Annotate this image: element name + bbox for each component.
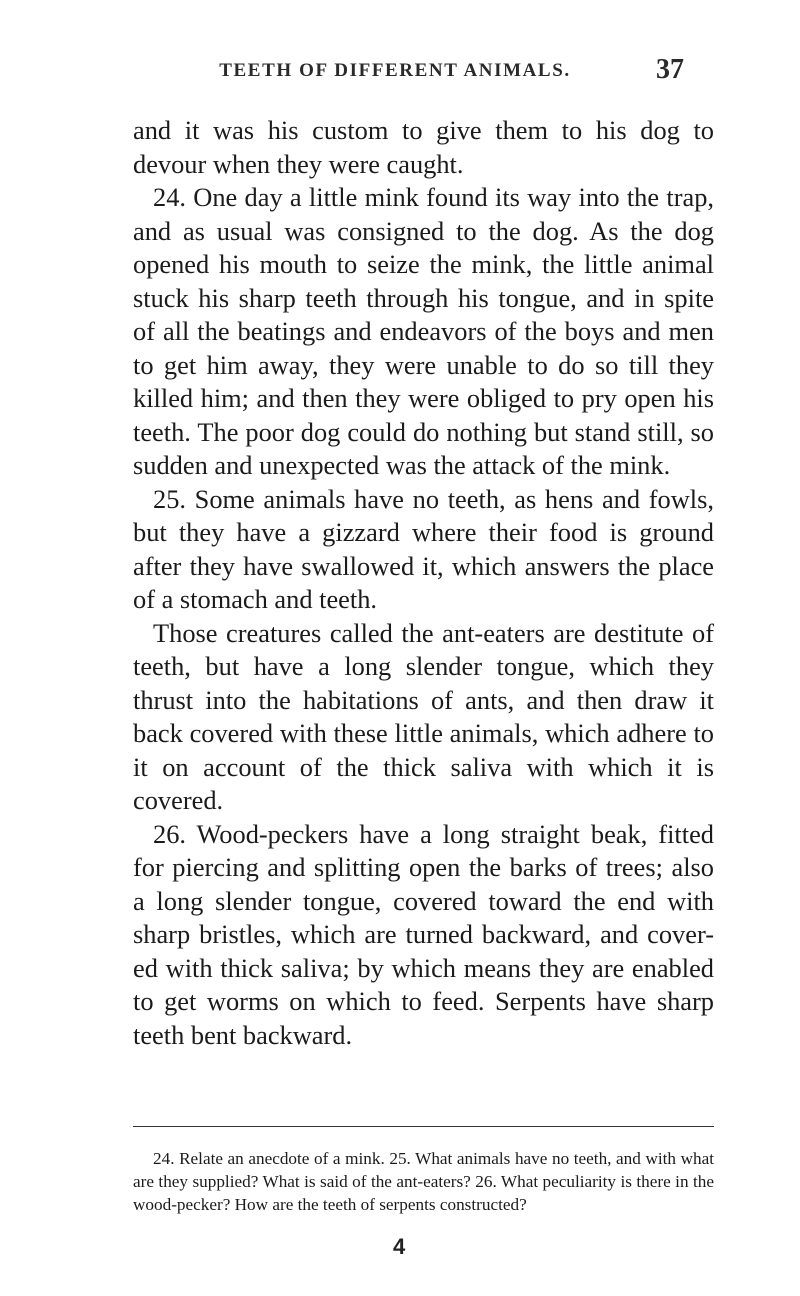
signature-mark: 4 xyxy=(393,1234,406,1259)
paragraph: 26. Wood-peckers have a long straight beak, fitted for piercing and splitting open the barks of trees; also a long slender tongue, covered toward the end with sharp bristles, which are turned backward, and cover-ed with thick saliva; by which means they are enabled to get worms on which to feed. Serpents have sharp teeth bent backward. xyxy=(133,818,714,1050)
body-text xyxy=(133,114,714,1052)
footnote-text: 24. Relate an anecdote of a mink. 25. What animals have no teeth, and with what are they supplied? What is said of the ant-eaters? 26. What peculiarity is there in the wood-pecker? How are the teeth of serpents constructed? xyxy=(133,1149,714,1214)
footnote-questions xyxy=(133,1147,714,1216)
paragraph: and it was his custom to give them to his dog to devour when they were caught. xyxy=(133,115,714,179)
paragraph: 25. Some animals have no teeth, as hens and fowls, but they have a gizzard where their food is ground after they have swallowed it, which answers the place of a stomach and teeth. xyxy=(133,483,714,614)
running-head: TEETH OF DIFFERENT ANIMALS. xyxy=(219,60,571,81)
paragraph: 24. One day a little mink found its way into the trap, and as usual was consigned to the dog. As the dog opened his mouth to seize the mink, the little animal stuck his sharp teeth through his tongue, and in spite of all the beatings and endeavors of the boys and men to get him away, they were unable to do so till they killed him; and then they were obliged to pry open his teeth. The poor dog could do nothing but stand still, so sudden and unexpected was the attack of the mink. xyxy=(133,182,714,480)
paragraph: Those creatures called the ant-eaters are destitute of teeth, but have a long slender tongue, which they thrust into the habitations of ants, and then draw it back covered with these little animals, which adhere to it on account of the thick saliva with which it is covered. xyxy=(133,617,714,815)
page-number: 37 xyxy=(656,54,684,85)
footnote-divider xyxy=(133,1126,714,1127)
